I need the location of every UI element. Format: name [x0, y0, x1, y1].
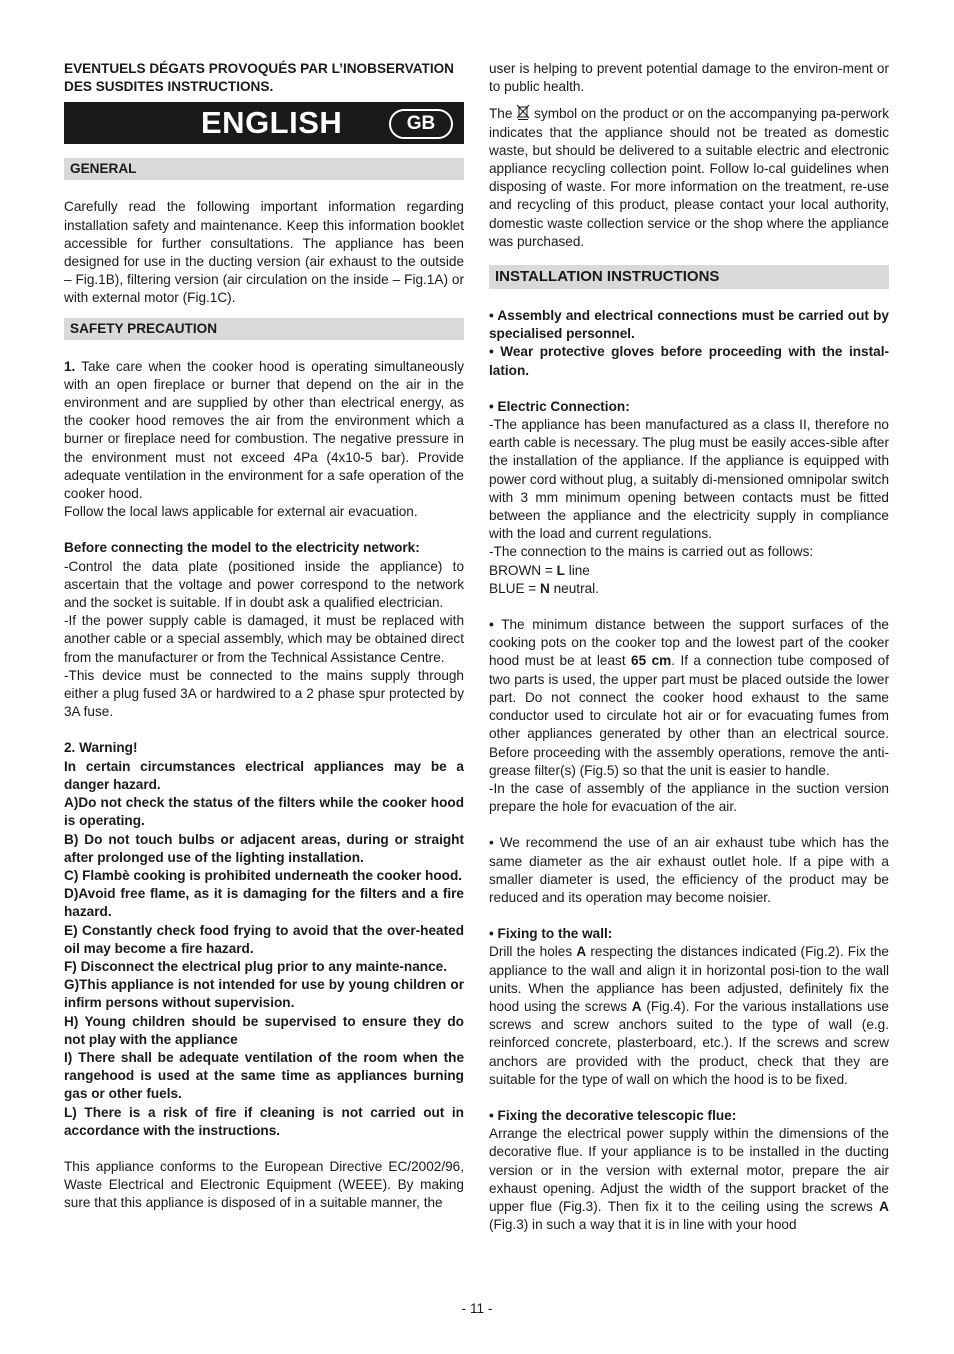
install-bullet-1: • Assembly and electrical connections must be carried out by specialised personnel. — [489, 308, 889, 342]
exhaust-text: • We recommend the use of an air exhaust tube which has the same diameter as the air exhaust outlet hole. If a pipe with a smaller diameter is used, the efficiency of the product may be reduced and its operation may become noisier. — [489, 835, 889, 905]
distance-bullet: • — [489, 617, 494, 633]
blue-label: BLUE = — [489, 580, 541, 596]
symbol-text: symbol on the product or on the accompanying pa-perwork indicates that the appliance should not be treated as domestic waste, but should be delivered to a suitable electric and electronic appliance recycling collection point. Follow lo-cal guidelines when disposing of waste. For more information on the treatment, re-use and recycling of this product, please contact your local authority, domestic waste collection service or the shop where the appliance was purchased. — [489, 106, 889, 249]
weee-text: This appliance conforms to the European Directive EC/2002/96, Waste Electrical and Electronic Equipment (WEEE). By making sure that this appliance is disposed of in a suitable manner, the — [64, 1158, 464, 1211]
safety-1-text: Take care when the cooker hood is operating simultaneously with an open fireplace or burner that depend on the air in the environment and are supplied by other than electrical energy, as the cooker hood removes the air from the environment which a burner or fireplace need for combustion. The negative pressure in the environment must not exceed 4Pa (4x10-5 bar). Provide adequate ventilation in the environment for a safe operation of the cooker hood. — [64, 358, 464, 502]
distance-text-b: . If a connection tube composed of two parts is used, the upper part must be placed outside the lower part. Do not connect the cooker hood exhaust to the same conductor used to circulate hot air or for evacuating fumes from other appliances generated by other than an electrical source. Before proceeding with the assembly operations, remove the anti-grease filter(s) (Fig.5) so that the unit is easier to handle. — [489, 653, 889, 778]
hole-letter: A — [576, 944, 587, 960]
blue-suffix: neutral. — [549, 580, 599, 596]
suction-text: -In the case of assembly of the appliance in the suction version prepare the hole for evacuation of the air. — [489, 780, 889, 815]
safety-1-number: 1. — [64, 358, 76, 374]
french-warning: EVENTUELS DÉGATS PROVOQUÉS PAR L’INOBSERVATION DES SUSDITES INSTRUCTIONS. — [64, 61, 454, 95]
screw-letter: A — [631, 998, 642, 1014]
crossed-out-wheelie-bin-icon — [516, 104, 530, 120]
distance-text-a: The minimum distance between the support surfaces of the cooking pots on the cooker top and the lowest part of the cooker hood must be at least — [489, 617, 889, 669]
distance-paragraph — [489, 616, 889, 780]
installation-heading: INSTALLATION INSTRUCTIONS — [489, 265, 889, 289]
wall-text-c: (Fig.4). For the various installations use screws and screw anchors suited to the type of wall (e.g. reinforced concrete, plasterboard, etc.). If the screws and screw anchors are provided with the product, check that they are suitable for the type of wall on which the hood is to be fixed. — [489, 998, 889, 1087]
weee-symbol-paragraph — [489, 104, 889, 251]
before-connect-3: -This device must be connected to the mains supply through either a plug fused 3A or hardwired to a 2 phase spur protected by 3A fuse. — [64, 667, 464, 720]
warning-item: C) Flambè cooking is prohibited underneath the cooker hood. — [64, 867, 463, 883]
flue-text-b: (Fig.3) in such a way that it is in line with your hood — [489, 1217, 797, 1233]
warning-item: D)Avoid free flame, as it is damaging for the filters and a fire hazard. — [64, 886, 464, 920]
brown-line — [489, 562, 889, 580]
flue-heading: • Fixing the decorative telescopic flue: — [489, 1107, 737, 1123]
warning-item: A)Do not check the status of the filters while the cooker hood is operating. — [64, 795, 464, 829]
before-connect-heading: Before connecting the model to the electricity network: — [64, 540, 420, 556]
language-title: ENGLISH — [201, 105, 343, 141]
safety-heading: SAFETY PRECAUTION — [64, 318, 464, 340]
blue-line — [489, 580, 889, 598]
electric-heading: • Electric Connection: — [489, 398, 630, 414]
wall-text-b: respecting the distances indicated (Fig.2). Fix the appliance to the wall and align it in horizontal posi-tion to the wall units. When the appliance has been adjusted, definitely fix the hood using the screws — [489, 944, 889, 1014]
electric-1: -The appliance has been manufactured as a class II, therefore no earth cable is necessary. The plug must be easily acces-sible after the installation of the appliance. If the appliance is equipped with power cord without plug, a suitably di-mensioned omnipolar switch with 3 mm minimum opening between contacts must be fitted between the appliance and the electricity supply in compliance with the load and current regulations. — [489, 417, 889, 542]
wall-text-a: Drill the holes — [489, 944, 577, 960]
weee-continued: user is helping to prevent potential damage to the environ-ment or to public health. — [489, 61, 889, 95]
warning-item: In certain circumstances electrical appliances may be a danger hazard. — [64, 758, 464, 792]
brown-letter: L — [556, 562, 565, 578]
language-badge: GB — [389, 109, 453, 139]
warning-item: E) Constantly check food frying to avoid that the over-heated oil may become a fire hazard. — [64, 922, 464, 956]
before-connect-2: -If the power supply cable is damaged, it must be replaced with another cable or a special assembly, which may be obtained direct from the manufacturer or from the Technical Assistance Centre. — [64, 613, 464, 665]
warning-item: I) There shall be adequate ventilation of the room when the rangehood is used at the same time as appliances burning gas or other fuels. — [64, 1049, 464, 1102]
before-connect-1: -Control the data plate (positioned inside the appliance) to ascertain that the voltage and power correspond to the network and the socket is suitable. If in doubt ask a qualified electrician. — [64, 558, 464, 611]
warning-item: G)This appliance is not intended for use by young children or infirm persons without supervision. — [64, 977, 464, 1011]
blue-letter: N — [540, 580, 550, 596]
brown-suffix: line — [564, 562, 590, 578]
flue-paragraph — [489, 1125, 889, 1234]
right-column — [489, 60, 889, 1234]
warning-item: L) There is a risk of fire if cleaning is not carried out in accordance with the instructions. — [64, 1104, 464, 1138]
warning-item: H) Young children should be supervised to ensure they do not play with the appliance — [64, 1013, 464, 1047]
brown-label: BROWN = — [489, 562, 557, 578]
wall-paragraph — [489, 943, 889, 1089]
safety-1 — [64, 358, 464, 504]
electric-2: -The connection to the mains is carried out as follows: — [489, 544, 814, 560]
flue-screw-letter: A — [879, 1198, 889, 1214]
general-text: Carefully read the following important information regarding installation safety and maintenance. Keep this information booklet accessible for further consultations. The appliance has been designed for use in the ducting version (air exhaust to the outside – Fig.1B), filtering version (air circulation on the inside – Fig.1A) or with external motor (Fig.1C). — [64, 199, 464, 306]
flue-text-a: Arrange the electrical power supply within the dimensions of the decorative flue. If your appliance is to be installed in the ducting version or in the version with external motor, prepare the air exhaust opening. Adjust the width of the support bracket of the upper flue (Fig.3). Then fix it to the ceiling using the screws — [489, 1126, 889, 1214]
warning-item: B) Do not touch bulbs or adjacent areas, during or straight after prolonged use of the lighting installation. — [64, 831, 464, 865]
safety-1-follow: Follow the local laws applicable for external air evacuation. — [64, 504, 418, 520]
warning-heading: 2. Warning! — [64, 740, 138, 756]
symbol-prefix: The — [489, 106, 513, 122]
wall-heading: • Fixing to the wall: — [489, 926, 613, 942]
general-heading: GENERAL — [64, 158, 464, 180]
distance-value: 65 cm — [631, 653, 672, 669]
page-number: - 11 - — [461, 1301, 493, 1316]
install-bullet-2: • Wear protective gloves before proceeding with the instal-lation. — [489, 344, 889, 378]
left-column — [64, 60, 464, 1213]
warning-item: F) Disconnect the electrical plug prior to any mainte-nance. — [64, 958, 447, 974]
language-header — [64, 102, 464, 144]
